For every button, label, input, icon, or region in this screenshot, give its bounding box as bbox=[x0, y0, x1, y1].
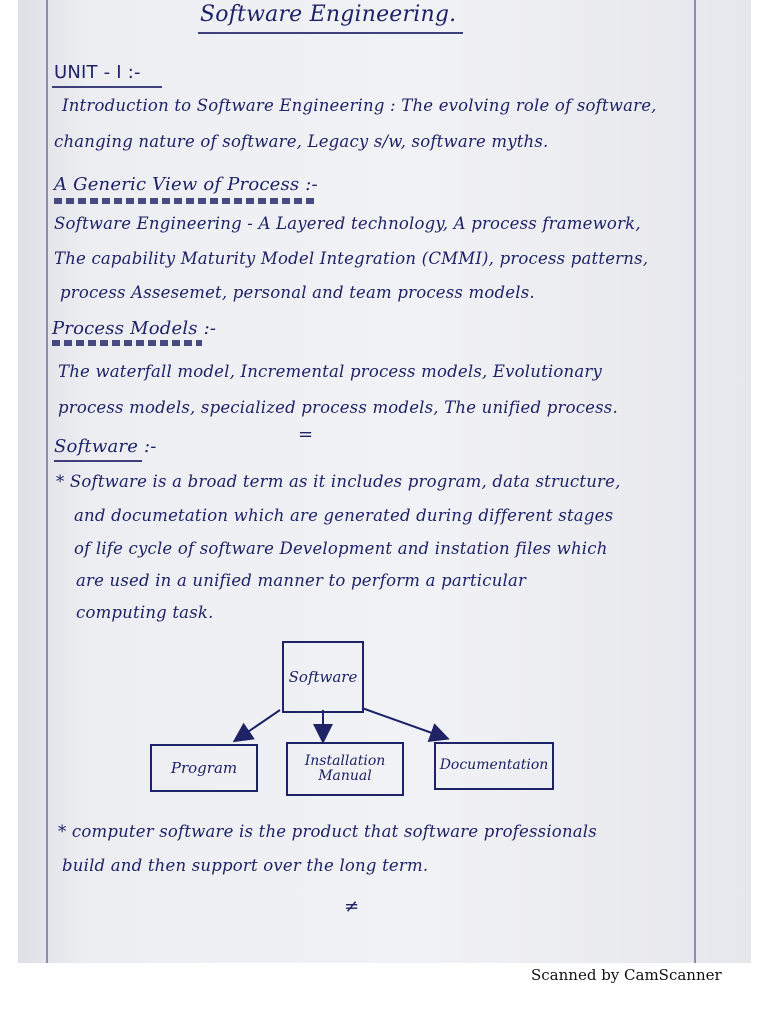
process-models-underline bbox=[52, 340, 202, 346]
unit-heading: UNIT - I :- bbox=[54, 62, 141, 83]
diagram-node-documentation: Documentation bbox=[434, 742, 554, 790]
process-models-heading: Process Models :- bbox=[52, 318, 217, 339]
software-def-line-3: of life cycle of software Development and instation files which bbox=[74, 539, 608, 558]
diagram-node-software: Software bbox=[282, 641, 364, 713]
intro-line-2: changing nature of software, Legacy s/w, software myths. bbox=[54, 132, 549, 151]
software-heading: Software :- bbox=[54, 436, 157, 457]
models-line-2: process models, specialized process models, The unified process. bbox=[58, 398, 618, 417]
page-margin-line-right bbox=[694, 0, 696, 963]
scanned-page bbox=[18, 0, 751, 963]
diagram-node-program: Program bbox=[150, 744, 258, 792]
diagram-node-installation-manual: Installation Manual bbox=[286, 742, 404, 796]
software-def-line-1: * Software is a broad term as it includes program, data structure, bbox=[56, 472, 621, 491]
software-def-line-2: and documetation which are generated during different stages bbox=[74, 506, 614, 525]
generic-view-underline bbox=[54, 198, 314, 204]
not-equal-mark: ≠ bbox=[344, 896, 360, 917]
software-heading-underline bbox=[54, 460, 142, 462]
computer-software-line-1: * computer software is the product that software professionals bbox=[58, 822, 597, 841]
title-underline bbox=[198, 32, 463, 34]
unit-heading-underline bbox=[52, 86, 162, 88]
equals-mark: = bbox=[298, 424, 314, 445]
generic-line-2: The capability Maturity Model Integration (CMMI), process patterns, bbox=[54, 249, 649, 268]
computer-software-line-2: build and then support over the long term. bbox=[62, 856, 429, 875]
arrow-to-documentation bbox=[362, 708, 446, 738]
scanner-watermark: Scanned by CamScanner bbox=[531, 966, 722, 984]
page-margin-line-left bbox=[46, 0, 48, 963]
models-line-1: The waterfall model, Incremental process models, Evolutionary bbox=[58, 362, 602, 381]
generic-line-1: Software Engineering - A Layered technology, A process framework, bbox=[54, 214, 641, 233]
generic-line-3: process Assesemet, personal and team process models. bbox=[60, 283, 535, 302]
software-def-line-5: computing task. bbox=[76, 603, 214, 622]
generic-view-heading: A Generic View of Process :- bbox=[54, 174, 318, 195]
arrow-to-program bbox=[236, 710, 280, 740]
software-def-line-4: are used in a unified manner to perform a particular bbox=[76, 571, 527, 590]
intro-line-1: Introduction to Software Engineering : The evolving role of software, bbox=[62, 96, 657, 115]
page-title: Software Engineering. bbox=[200, 2, 457, 27]
